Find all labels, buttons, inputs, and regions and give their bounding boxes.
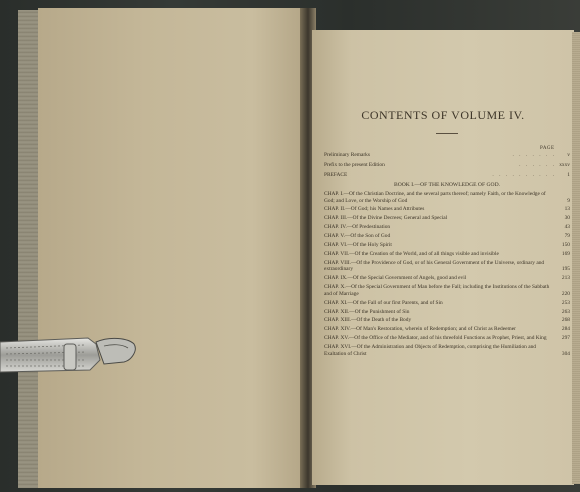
table-row: [324, 224, 570, 231]
contents-title: CONTENTS OF VOLUME IV.: [361, 108, 525, 122]
chapter-page: 43: [564, 224, 570, 231]
table-row: [324, 309, 570, 316]
chapter-label: CHAP. VII.—Of the Creation of the World, and of all things visible and invisible: [324, 250, 499, 257]
chapter-label: CHAP. III.—Of the Divine Decrees; General and Special: [324, 215, 448, 222]
table-row: [324, 251, 570, 258]
list-item: Prefix to the present Edition . . . . . . xxxv: [324, 161, 570, 168]
chapter-label: CHAP. XI.—Of the Fall of our first Parents, and of Sin: [324, 299, 443, 306]
bookmark-clip-icon: [0, 330, 136, 378]
entry-label: Prefix to the present Edition: [324, 161, 385, 168]
chapter-page: 9: [567, 197, 570, 204]
chapter-label: CHAP. XVI.—Of the Administration and Objects of Redemption, comprising the Humiliation and Exaltation of Christ: [324, 344, 537, 357]
chapter-label: CHAP. V.—Of the Son of God: [324, 233, 391, 240]
chapter-page: 150: [561, 242, 570, 248]
chapter-page: 169: [561, 250, 570, 257]
chapter-page: 79: [564, 233, 570, 240]
chapter-label: CHAP. XV.—Of the Office of the Mediator, and of his threefold Functions as Prophet, Priest, and King: [324, 335, 547, 342]
chapter-page: 195: [561, 266, 570, 273]
list-item: Preliminary Remarks . . . . . . . v: [324, 152, 570, 158]
table-row: [324, 326, 570, 333]
table-row: [324, 300, 570, 307]
chapter-page: 263: [561, 308, 570, 315]
left-page: [38, 8, 306, 488]
chapter-page: 268: [561, 317, 570, 324]
chapter-page: 220: [561, 290, 570, 297]
book-heading: BOOK I.—OF THE KNOWLEDGE OF GOD.: [393, 181, 501, 188]
table-row: [324, 317, 570, 324]
chapter-label: CHAP. IX.—Of the Special Government of Angels, good and evil: [324, 275, 467, 282]
table-row: [324, 233, 570, 240]
table-row: [324, 335, 570, 342]
list-item: PREFACE . . . . . . . . . . 1: [324, 171, 570, 178]
table-row: [324, 242, 570, 249]
table-row: [324, 275, 570, 282]
page-block-edge-right: [572, 32, 580, 484]
entry-page: v: [567, 152, 570, 158]
chapter-label: CHAP. I.—Of the Christian Doctrine, and the several parts thereof; namely Faith, or the Knowledge of God; and Love, or the Worship of God: [324, 190, 546, 204]
entry-label: Preliminary Remarks: [324, 152, 370, 158]
chapter-page: 253: [561, 299, 570, 306]
chapter-label: CHAP. II.—Of God; his Names and Attributes: [324, 206, 425, 213]
chapter-label: CHAP. XIII.—Of the Death of the Body: [324, 317, 412, 324]
chapter-label: CHAP. IV.—Of Predestination: [324, 224, 391, 231]
page-column-label: PAGE: [540, 146, 555, 151]
entry-page: xxxv: [559, 161, 570, 168]
entry-label: PREFACE: [324, 171, 348, 178]
table-row: [324, 260, 570, 273]
chapter-page: 213: [561, 275, 570, 282]
chapter-page: 30: [564, 215, 570, 222]
chapter-label: CHAP. VIII.—Of the Providence of God, or of his General Government of the Universe, ordinary and extraordinary: [324, 259, 545, 273]
page-block-edge-left: [18, 10, 39, 488]
chapter-label: CHAP. X.—Of the Special Government of Man before the Fall; including the Institutions of the Sabbath and of Marriage: [324, 284, 550, 297]
chapter-page: 13: [564, 206, 570, 213]
chapter-page: 284: [561, 326, 570, 333]
contents-list: [324, 152, 570, 360]
entry-page: 1: [567, 171, 570, 178]
table-row: [324, 206, 570, 213]
table-row: [324, 215, 570, 222]
title-rule: [436, 133, 458, 134]
chapter-label: CHAP. XIV.—Of Man's Restoration, wherein of Redemption; and of Christ as Redeemer: [324, 326, 516, 333]
chapter-label: CHAP. VI.—Of the Holy Spirit: [324, 242, 392, 248]
chapter-page: 297: [561, 335, 570, 342]
chapter-label: CHAP. XII.—Of the Punishment of Sin: [324, 308, 410, 315]
table-row: [324, 191, 570, 204]
table-row: [324, 344, 570, 357]
chapter-page: 304: [561, 350, 570, 357]
table-row: [324, 284, 570, 297]
